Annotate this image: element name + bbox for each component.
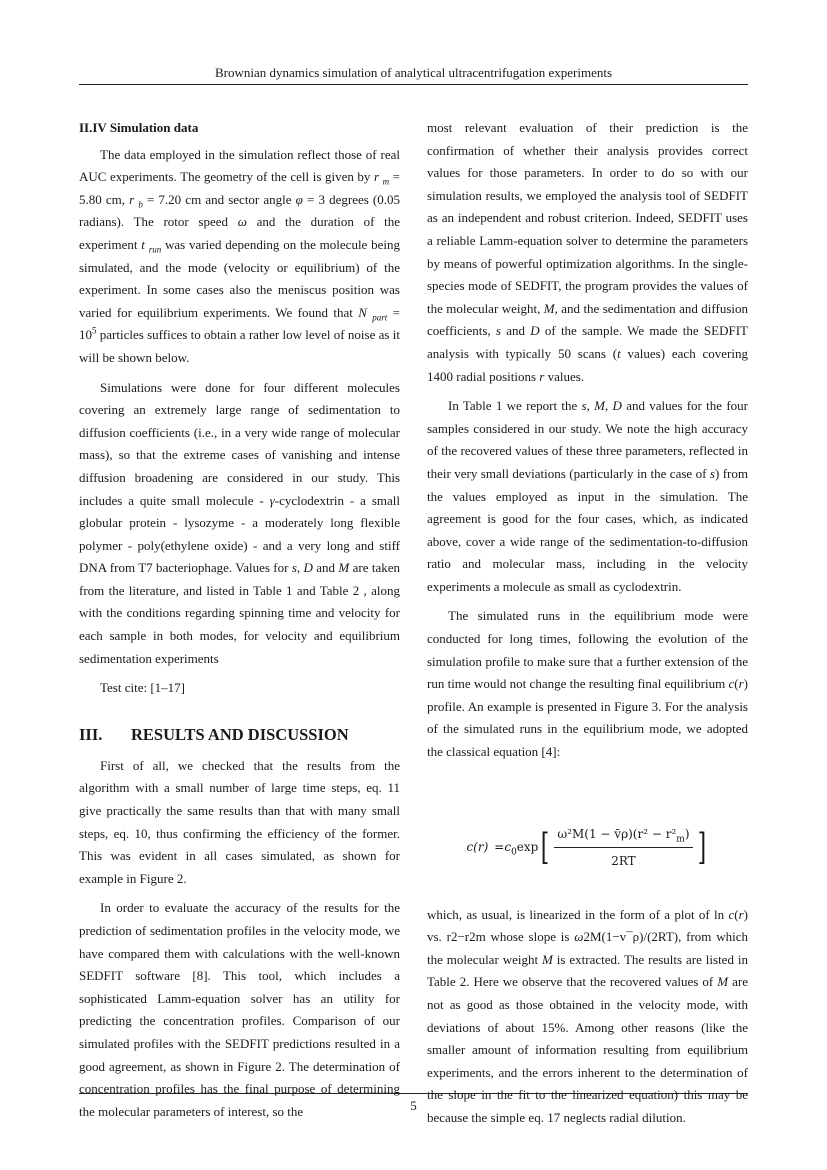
fraction-denominator: 2RT [611, 854, 636, 869]
left-column [79, 117, 400, 1130]
left-bracket: [ [541, 826, 550, 868]
header-rule [79, 84, 748, 85]
right-column [427, 117, 748, 1137]
fraction-numerator: ω²M(1 − v̄ρ)(r² − $r^2_m$) [554, 823, 692, 849]
equation-exp: exp [516, 840, 539, 855]
paragraph-results-4: In Table 1 we report the s, M, D and values for the four samples considered in our study. We note the high accuracy of the recovered values of these three parameters, reflected in their very small deviations (particularly in the case of s) from the values employed as input in the simulation. The agreement is good for the four cases, which, as indicated above, cover a wide range of the sedimentation-to-diffusion ratio and molecular mass, including in the velocity experiments a molecule as small as cyclodextrin. [427, 398, 748, 594]
paragraph-results-6: which, as usual, is linearized in the form of a plot of ln c(r) vs. r2−r2m whose slope is ω2M(1−v¯ρ)/(2RT), from which the molecular weight M is extracted. The results are listed in Table 2. Here we observe that the recovered values of M are not as good as those obtained in the velocity mode, with deviations of about 15%. Among other reasons (like the smaller amount of information resulting from equilibrium experiments, and the errors inherent to the determination of the slope in the fit to the linearized equation) this may be because the simple eq. 17 neglects radial dilution. [427, 906, 748, 1125]
footer-rule [79, 1093, 748, 1094]
paragraph-test-cite: Test cite: [1–17] [100, 680, 186, 696]
equation-equals: = [494, 840, 505, 855]
section-heading [79, 724, 400, 746]
section-title: RESULTS AND DISCUSSION [131, 724, 349, 744]
running-header: Brownian dynamics simulation of analytical ultracentrifugation experiments [214, 65, 613, 80]
equilibrium-equation [427, 818, 748, 878]
paragraph-results-3: most relevant evaluation of their prediction is the confirmation of whether their analysis provides correct values for those parameters. In order to do so with our simulation results, we employed the analysis tool of SEDFIT as an independent and robust criterion. Indeed, SEDFIT uses a reliable Lamm-equation solver to determine the parameters by means of powerful optimization algorithms. In the single-species mode of SEDFIT, the program provides the values of the molecular weight, M, and the sedimentation and diffusion coefficients, s and D of the sample. We made the SEDFIT analysis with typically 50 scans (t values) each covering 1400 radial positions r values. [427, 120, 748, 384]
paragraph-results-5: The simulated runs in the equilibrium mode were conducted for long times, following the evolution of the simulation profile to make sure that a further extension of the run time would not change the resulting final equilibrium c(r) profile. An example is presented in Figure 3. For the analysis of the simulated runs in the equilibrium mode, we adopted the classical equation [4]: [427, 608, 748, 760]
right-bracket: ] [697, 826, 706, 868]
paragraph-simulation-data-2: Simulations were done for four different molecules covering an extremely large range of sedimentation to diffusion coefficients (i.e., in a very wide range of molecular mass), so that the extreme cases of vanishing and intense diffusion broadening are considered in our study. This includes a quite small molecule - γ-cyclodextrin - a small globular protein - lysozyme - a moderately long flexible polymer - poly(ethylene oxide) - and a very long and stiff DNA from T7 bacteriophage. Values for s, D and M are taken from the literature, and listed in Table 1 and Table 2 , along with the conditions regarding spinning time and velocity for each sample in both modes, for velocity and equilibrium sedimentation experiments [79, 379, 400, 666]
paragraph-simulation-data-1: The data employed in the simulation reflect those of real AUC experiments. The geometry of the cell is given by r $_m$ = 5.80 cm, r $_b$ = 7.20 cm and sector angle φ = 3 degrees (0.05 radians). The rotor speed ω and the duration of the experiment t $_{run}$ was varied depending on the molecule being simulated, and the mode (velocity or equilibrium) of the experiment. In some cases also the meniscus position was varied for equilibrium experiments. We found that N $_{part} = 10^5$ particles suffices to obtain a rather low level of noise as it will be shown below. [79, 146, 401, 365]
equation-c0: $c_0$ [504, 840, 517, 858]
paragraph-results-1: First of all, we checked that the results from the algorithm with a small number of large time steps, eq. 11 give practically the same results than that with many small steps, eq. 10, thus confirming the efficiency of the former. This was evident in all cases simulated, as shown for example in Figure 2. [79, 757, 400, 886]
subsection-title: II.IV Simulation data [79, 120, 199, 135]
section-number: III. [79, 724, 103, 744]
equation-fraction [554, 823, 692, 873]
equation-lhs: c(r) [466, 840, 489, 855]
paragraph-results-2: In order to evaluate the accuracy of the results for the prediction of sedimentation profiles in the velocity mode, we have compared them with calculations with the well-known SEDFIT software [8]. This tool, which includes a sophisticated Lamm-equation solver has an utility for predicting the concentration profiles. Comparison of our simulated profiles with the SEDFIT predictions resulted in a good agreement, as shown in Figure 2. The determination of concentration profiles has the final purpose of determining the molecular parameters of interest, so the [79, 900, 400, 1119]
page-number: 5 [410, 1098, 417, 1113]
